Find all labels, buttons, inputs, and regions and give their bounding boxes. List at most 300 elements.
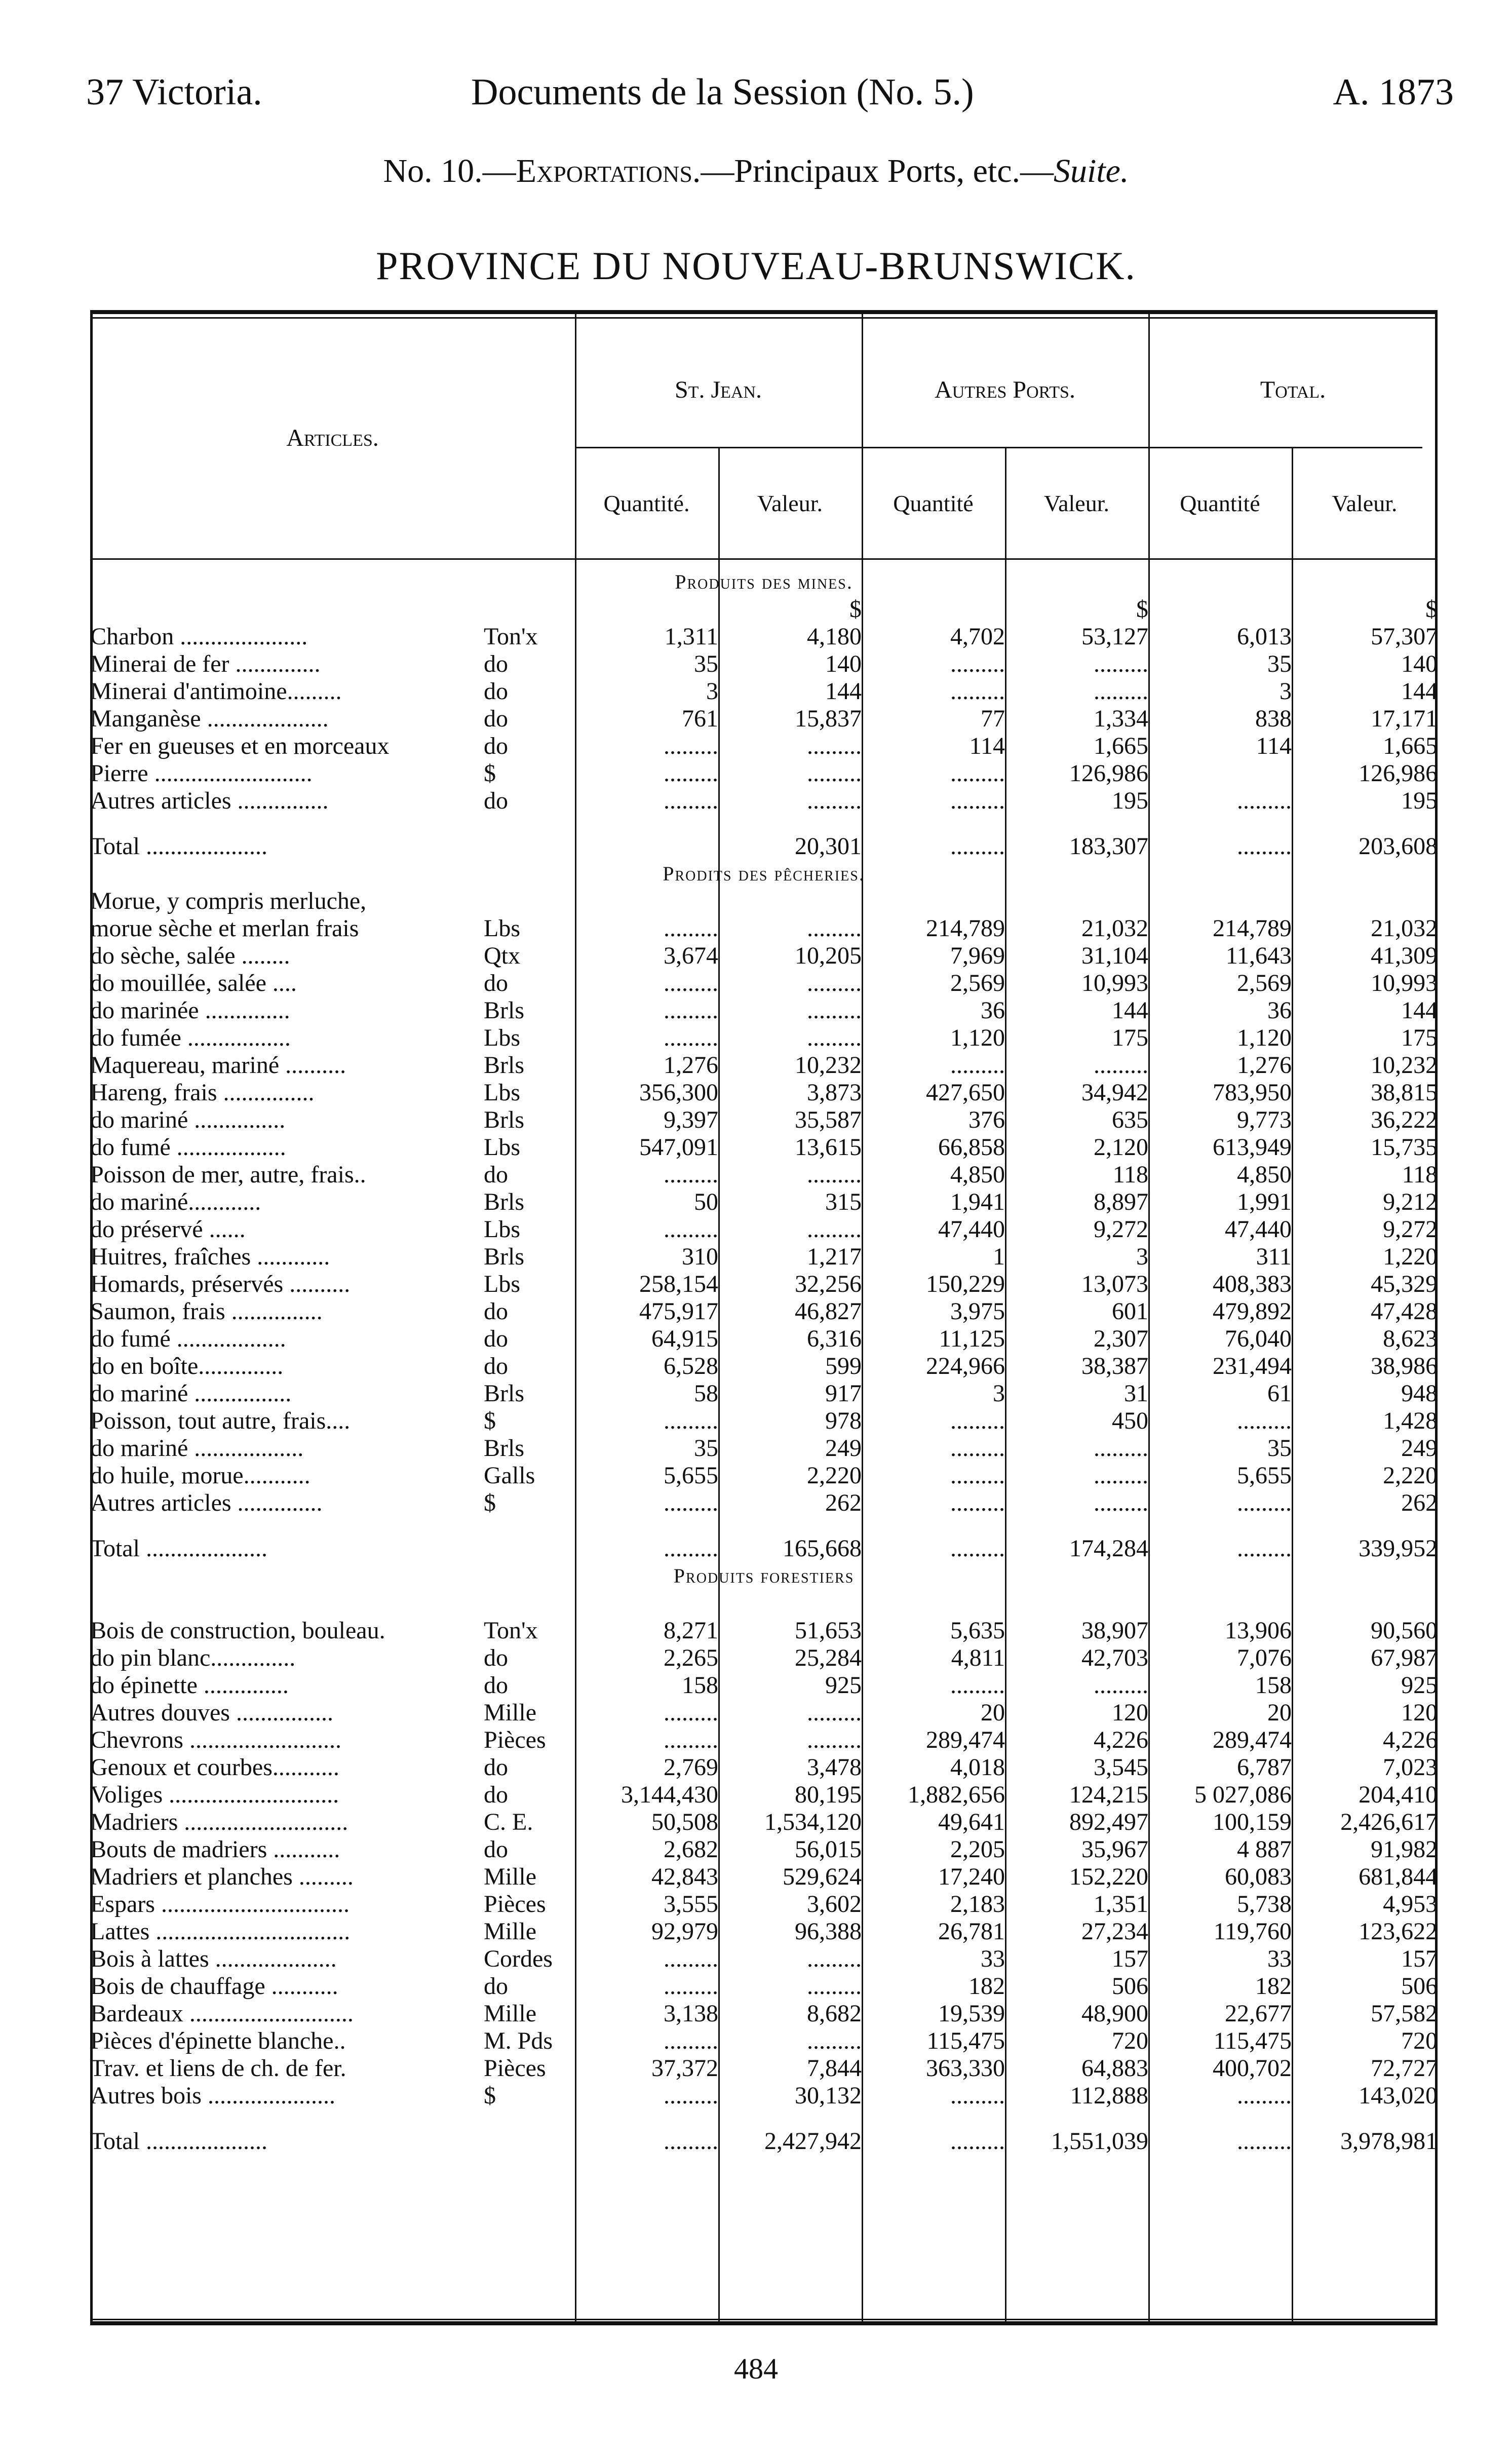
top-rule <box>90 310 1438 314</box>
st-jean-quantity: ......... <box>664 2027 718 2054</box>
st-jean-value: 8,682 <box>807 2000 862 2027</box>
autres-ports-value: 38,387 <box>1081 1353 1148 1379</box>
table-row <box>90 1161 1438 1188</box>
page-header <box>86 71 1454 127</box>
table-row <box>90 596 1438 623</box>
st-jean-quantity: 50 <box>694 1188 718 1215</box>
total-quantity: 60,083 <box>1225 1863 1292 1890</box>
total-value: 4,226 <box>1383 1727 1438 1753</box>
total-row <box>90 1517 1438 1562</box>
article-cell: Bois à lattes .................... <box>90 1945 337 1972</box>
bottom-rule-thin <box>90 2319 1438 2320</box>
province-title: PROVINCE DU NOUVEAU-BRUNSWICK. <box>376 244 1136 288</box>
unit-cell: do <box>484 1161 508 1188</box>
unit-cell: Brls <box>484 997 525 1024</box>
autres-ports-quantity: 1,941 <box>950 1188 1005 1215</box>
table-row <box>90 1644 1438 1672</box>
table-row <box>90 1271 1438 1298</box>
unit-cell: Brls <box>484 1188 525 1215</box>
st-jean-value: 315 <box>825 1188 862 1215</box>
total-quantity: 119,760 <box>1213 1918 1292 1945</box>
unit-cell: Ton'x <box>484 623 538 650</box>
st-jean-quantity: 64,915 <box>651 1325 718 1352</box>
st-jean-value: 917 <box>825 1380 862 1407</box>
unit-cell: Brls <box>484 1435 525 1462</box>
top-rule-thin <box>90 317 1438 319</box>
table-row <box>90 1380 1438 1407</box>
st-jean-value: 4,180 <box>807 623 862 650</box>
autres-ports-quantity: 4,811 <box>951 1644 1005 1671</box>
article-cell: Madriers et planches ......... <box>90 1863 354 1890</box>
total-value: 38,815 <box>1371 1079 1438 1106</box>
autres-ports-quantity <box>862 888 1005 915</box>
total-quantity: 2,569 <box>1237 970 1292 996</box>
autres-ports-value: 42,703 <box>1081 1644 1148 1671</box>
table-row <box>90 1052 1438 1079</box>
autres-ports-value: 13,073 <box>1081 1271 1148 1297</box>
unit-cell: do <box>484 1754 508 1781</box>
total-quantity: 33 <box>1267 1945 1292 1972</box>
total-value: 1,428 <box>1383 1407 1438 1434</box>
autres-ports-quantity: 224,966 <box>926 1353 1005 1379</box>
st-jean-header: St. Jean. <box>674 376 762 403</box>
st-jean-value: 46,827 <box>795 1298 862 1325</box>
st-jean-value: 2,220 <box>807 1462 862 1489</box>
article-cell: do mouillée, salée .... <box>90 970 297 996</box>
unit-cell: Ton'x <box>484 1617 538 1644</box>
st-jean-value: 56,015 <box>795 1836 862 1863</box>
total-value: 17,171 <box>1371 705 1438 732</box>
table-row <box>90 997 1438 1024</box>
article-cell: Bois de chauffage ........... <box>90 1973 338 2000</box>
total-value: 10,993 <box>1371 970 1438 996</box>
st-jean-value: 925 <box>825 1672 862 1699</box>
autres-ports-value: 64,883 <box>1081 2055 1148 2082</box>
article-cell: Poisson, tout autre, frais.... <box>90 1407 351 1434</box>
total-value: 8,623 <box>1383 1325 1438 1352</box>
autres-ports-value: 27,234 <box>1081 1918 1148 1945</box>
table-row <box>90 1435 1438 1462</box>
section-header <box>90 1562 1438 1590</box>
autres-ports-value: 4,226 <box>1094 1727 1148 1753</box>
st-jean-quantity: 258,154 <box>639 1271 718 1297</box>
autres-ports-quantity: ......... <box>950 787 1005 814</box>
total-value: 249 <box>1401 1435 1438 1462</box>
total-value: 38,986 <box>1371 1353 1438 1379</box>
article-cell: Bardeaux ........................... <box>90 2000 354 2027</box>
table-row <box>90 1024 1438 1052</box>
total-value: 36,222 <box>1371 1106 1438 1133</box>
total-quantity <box>1148 760 1292 787</box>
article-cell: Bouts de madriers ........... <box>90 1836 340 1863</box>
autres-ports-value: 1,551,039 <box>1051 2128 1148 2155</box>
autres-ports-value: ......... <box>1094 1489 1148 1516</box>
st-jean-value: ......... <box>807 915 862 942</box>
autres-ports-quantity: ......... <box>950 1407 1005 1434</box>
st-jean-quantity: 3,555 <box>664 1891 718 1918</box>
st-jean-value <box>718 888 862 915</box>
autres-ports-value: 31,104 <box>1081 942 1148 969</box>
autres-ports-value: ......... <box>1094 1462 1148 1489</box>
unit-cell: do <box>484 1836 508 1863</box>
table-body <box>90 568 1438 2155</box>
autres-ports-value: 2,120 <box>1094 1134 1148 1161</box>
autres-ports-value: ......... <box>1094 1672 1148 1699</box>
article-cell: do fumée ................. <box>90 1024 291 1051</box>
st-jean-value: 140 <box>825 650 862 677</box>
total-value: 120 <box>1401 1699 1438 1726</box>
st-jean-value: ......... <box>807 1216 862 1243</box>
article-cell: do fumé .................. <box>90 1325 286 1352</box>
article-cell: Lattes ................................ <box>90 1918 351 1945</box>
article-cell: do sèche, salée ........ <box>90 942 290 969</box>
autres-ports-value: 450 <box>1112 1407 1148 1434</box>
autres-ports-value: 601 <box>1112 1298 1148 1325</box>
autres-ports-value: 1,334 <box>1094 705 1148 732</box>
st-jean-quantity: ......... <box>664 1535 718 1562</box>
autres-ports-value: 35,967 <box>1081 1836 1148 1863</box>
autres-ports-quantity: 2,183 <box>950 1891 1005 1918</box>
total-quantity: ......... <box>1237 787 1292 814</box>
autres-ports-quantity: ......... <box>950 760 1005 787</box>
autres-ports-value: 21,032 <box>1081 915 1148 942</box>
total-quantity: 76,040 <box>1225 1325 1292 1352</box>
spacer-row <box>90 1590 1438 1617</box>
article-cell: do mariné ................ <box>90 1380 292 1407</box>
st-jean-quantity: ......... <box>664 787 718 814</box>
article-cell: Morue, y compris merluche, <box>90 888 367 914</box>
total-value: 67,987 <box>1371 1644 1438 1671</box>
autres-ports-quantity: 363,330 <box>926 2055 1005 2082</box>
total-value: 157 <box>1401 1945 1438 1972</box>
st-jean-quantity: 3 <box>706 678 718 705</box>
article-cell: Autres articles ............... <box>90 787 329 814</box>
autres-ports-value: 124,215 <box>1069 1781 1148 1808</box>
table-row <box>90 650 1438 678</box>
st-jean-value: 249 <box>825 1435 862 1462</box>
valeur-header: Valeur. <box>757 490 823 516</box>
st-jean-quantity: 1,311 <box>664 623 718 650</box>
table-row <box>90 1918 1438 1945</box>
total-value: 57,307 <box>1371 623 1438 650</box>
section-label: Prodits des pêcheries. <box>663 862 865 885</box>
total-value: $ <box>1425 596 1438 623</box>
total-quantity: 479,892 <box>1213 1298 1292 1325</box>
st-jean-quantity: ......... <box>664 915 718 942</box>
article-cell: do mariné .................. <box>90 1435 304 1462</box>
total-quantity: 13,906 <box>1225 1617 1292 1644</box>
total-quantity: 1,991 <box>1237 1188 1292 1215</box>
unit-cell <box>484 815 575 860</box>
st-jean-quantity: 2,769 <box>664 1754 718 1781</box>
article-cell: do marinée .............. <box>90 997 290 1024</box>
total-row <box>90 2110 1438 2155</box>
st-jean-quantity: ......... <box>664 1407 718 1434</box>
total-quantity: 158 <box>1255 1672 1292 1699</box>
autres-ports-value: 3 <box>1136 1243 1148 1270</box>
st-jean-value: ......... <box>807 760 862 787</box>
st-jean-quantity: ......... <box>664 1945 718 1972</box>
total-quantity: ......... <box>1237 1489 1292 1516</box>
unit-cell: Brls <box>484 1243 525 1270</box>
total-value: 21,032 <box>1371 915 1438 942</box>
table-row <box>90 1298 1438 1325</box>
st-jean-value: 15,837 <box>795 705 862 732</box>
total-value: 681,844 <box>1359 1863 1438 1890</box>
article-cell: do mariné............ <box>90 1188 261 1215</box>
st-jean-value: ......... <box>807 970 862 996</box>
table-row <box>90 915 1438 942</box>
table-row <box>90 1462 1438 1489</box>
st-jean-quantity: 475,917 <box>639 1298 718 1325</box>
st-jean-value: ......... <box>807 1945 862 1972</box>
autres-ports-value: 1,665 <box>1094 733 1148 759</box>
total-quantity: 289,474 <box>1213 1727 1292 1753</box>
unit-cell: $ <box>484 1489 496 1516</box>
autres-ports-quantity: 7,969 <box>950 942 1005 969</box>
unit-cell: Pièces <box>484 1727 546 1753</box>
table-row <box>90 2000 1438 2027</box>
table-row <box>90 1134 1438 1161</box>
total-quantity: 115,475 <box>1213 2027 1292 2054</box>
total-value: 72,727 <box>1371 2055 1438 2082</box>
total-value: 2,220 <box>1383 1462 1438 1489</box>
autres-ports-quantity: 20 <box>981 1699 1005 1726</box>
article-cell: Total .................... <box>90 833 267 860</box>
article-cell: do épinette .............. <box>90 1672 289 1699</box>
total-quantity: 783,950 <box>1213 1079 1292 1106</box>
autres-ports-value <box>1005 888 1148 915</box>
total-row <box>90 815 1438 860</box>
table-row <box>90 1617 1438 1644</box>
article-cell: Minerai d'antimoine......... <box>90 678 342 705</box>
total-value: 506 <box>1401 1973 1438 2000</box>
article-cell: do en boîte.............. <box>90 1353 284 1379</box>
autres-ports-quantity: ......... <box>950 1052 1005 1079</box>
total-value: 10,232 <box>1371 1052 1438 1079</box>
autres-ports-value: 48,900 <box>1081 2000 1148 2027</box>
autres-ports-quantity: 1 <box>993 1243 1005 1270</box>
autres-ports-quantity: 4,018 <box>950 1754 1005 1781</box>
autres-ports-quantity: ......... <box>950 1489 1005 1516</box>
table-row <box>90 1809 1438 1836</box>
st-jean-value: ......... <box>807 733 862 759</box>
autres-ports-quantity: ......... <box>950 2128 1005 2155</box>
st-jean-quantity: ......... <box>664 1024 718 1051</box>
autres-ports-quantity: ......... <box>950 1535 1005 1562</box>
st-jean-quantity: 3,144,430 <box>621 1781 718 1808</box>
total-quantity <box>1148 888 1292 915</box>
table-row <box>90 760 1438 787</box>
total-quantity <box>1148 596 1292 623</box>
total-quantity: 114 <box>1256 733 1292 759</box>
st-jean-value: 1,217 <box>807 1243 862 1270</box>
table-row <box>90 1781 1438 1809</box>
st-jean-value: 6,316 <box>807 1325 862 1352</box>
unit-cell: do <box>484 650 508 677</box>
st-jean-value: 10,205 <box>795 942 862 969</box>
autres-ports-quantity: 2,205 <box>950 1836 1005 1863</box>
unit-cell: $ <box>484 1407 496 1434</box>
st-jean-value: 165,668 <box>783 1535 862 1562</box>
total-value: 175 <box>1401 1024 1438 1051</box>
st-jean-quantity: 158 <box>682 1672 718 1699</box>
total-quantity: 613,949 <box>1213 1134 1292 1161</box>
total-value: 4,953 <box>1383 1891 1438 1918</box>
total-quantity: 61 <box>1267 1380 1292 1407</box>
autres-ports-value: 38,907 <box>1081 1617 1148 1644</box>
autres-ports-quantity <box>862 596 1005 623</box>
table-row <box>90 970 1438 997</box>
unit-cell: Lbs <box>484 1079 520 1106</box>
st-jean-value: 30,132 <box>795 2082 862 2109</box>
autres-ports-quantity: 4,850 <box>950 1161 1005 1188</box>
autres-ports-value: 635 <box>1112 1106 1148 1133</box>
article-cell: Bois de construction, bouleau. <box>90 1617 385 1644</box>
total-quantity: 20 <box>1267 1699 1292 1726</box>
table-row <box>90 1863 1438 1891</box>
total-value: 204,410 <box>1359 1781 1438 1808</box>
document-subtitle <box>0 152 1512 190</box>
autres-ports-value: 34,942 <box>1081 1079 1148 1106</box>
st-jean-value: ......... <box>807 1161 862 1188</box>
total-value: 7,023 <box>1383 1754 1438 1781</box>
article-cell: Total .................... <box>90 1535 267 1562</box>
st-jean-value: 3,602 <box>807 1891 862 1918</box>
st-jean-quantity: 761 <box>682 705 718 732</box>
table-row <box>90 1353 1438 1380</box>
autres-ports-quantity: 182 <box>968 1973 1005 2000</box>
st-jean-quantity: 58 <box>694 1380 718 1407</box>
st-jean-value: 3,873 <box>807 1079 862 1106</box>
total-value: 140 <box>1401 650 1438 677</box>
valeur-header: Valeur. <box>1043 490 1109 516</box>
bottom-rule <box>90 2321 1438 2325</box>
unit-cell: do <box>484 1353 508 1379</box>
total-quantity: 5 027,086 <box>1194 1781 1292 1808</box>
autres-ports-value: ......... <box>1094 650 1148 677</box>
total-value: 948 <box>1401 1380 1438 1407</box>
table-row <box>90 2027 1438 2055</box>
autres-ports-quantity: ......... <box>950 833 1005 860</box>
unit-cell: Galls <box>484 1462 535 1489</box>
total-quantity: ......... <box>1237 2128 1292 2155</box>
autres-ports-value: 53,127 <box>1081 623 1148 650</box>
unit-cell: Pièces <box>484 2055 546 2082</box>
st-jean-quantity: 3,674 <box>664 942 718 969</box>
total-quantity: 7,076 <box>1237 1644 1292 1671</box>
total-value: 144 <box>1401 997 1438 1024</box>
unit-cell: do <box>484 1298 508 1325</box>
unit-cell: do <box>484 1325 508 1352</box>
st-jean-value: 20,301 <box>795 833 862 860</box>
total-value: 9,212 <box>1383 1188 1438 1215</box>
total-value: 3,978,981 <box>1340 2128 1438 2155</box>
total-value: 144 <box>1401 678 1438 705</box>
unit-cell: Lbs <box>484 1024 520 1051</box>
unit-cell: M. Pds <box>484 2027 553 2054</box>
article-cell: Genoux et courbes........... <box>90 1754 339 1781</box>
article-cell: Trav. et liens de ch. de fer. <box>90 2055 346 2082</box>
table-row <box>90 2082 1438 2110</box>
table-row <box>90 1188 1438 1216</box>
table-row <box>90 1672 1438 1699</box>
article-cell <box>90 596 484 623</box>
unit-cell: Lbs <box>484 1216 520 1243</box>
table-row <box>90 1836 1438 1863</box>
st-jean-quantity: 35 <box>694 650 718 677</box>
st-jean-quantity: 5,655 <box>664 1462 718 1489</box>
unit-cell: do <box>484 678 508 705</box>
article-cell: Maquereau, mariné .......... <box>90 1052 346 1079</box>
total-value: 123,622 <box>1359 1918 1438 1945</box>
unit-cell <box>484 888 575 915</box>
st-jean-value: ......... <box>807 997 862 1024</box>
total-value: 143,020 <box>1359 2082 1438 2109</box>
article-cell: do mariné ............... <box>90 1106 286 1133</box>
st-jean-value: ......... <box>807 1973 862 2000</box>
autres-ports-quantity: 26,781 <box>938 1918 1005 1945</box>
st-jean-quantity: 9,397 <box>664 1106 718 1133</box>
table-row <box>90 888 1438 915</box>
st-jean-quantity: 356,300 <box>639 1079 718 1106</box>
table-row <box>90 1106 1438 1134</box>
total-value: 203,608 <box>1359 833 1438 860</box>
unit-cell <box>484 596 575 623</box>
total-quantity: 231,494 <box>1213 1353 1292 1379</box>
autres-ports-quantity: 3 <box>993 1380 1005 1407</box>
total-quantity: 35 <box>1267 1435 1292 1462</box>
total-quantity: 4,850 <box>1237 1161 1292 1188</box>
total-quantity: 838 <box>1255 705 1292 732</box>
autres-ports-quantity: ......... <box>950 1672 1005 1699</box>
st-jean-quantity: 50,508 <box>651 1809 718 1835</box>
unit-cell: do <box>484 733 508 759</box>
st-jean-value: ......... <box>807 1699 862 1726</box>
header-left: 37 Victoria. <box>86 71 262 113</box>
article-cell: Madriers ........................... <box>90 1809 348 1835</box>
autres-ports-quantity: 66,858 <box>938 1134 1005 1161</box>
total-value: 57,582 <box>1371 2000 1438 2027</box>
unit-cell: Mille <box>484 1863 536 1890</box>
total-value: 126,986 <box>1359 760 1438 787</box>
section-header <box>90 568 1438 596</box>
table-row <box>90 1216 1438 1243</box>
autres-ports-value: 175 <box>1112 1024 1148 1051</box>
autres-ports-value: $ <box>1136 596 1148 623</box>
st-jean-quantity: ......... <box>664 1489 718 1516</box>
table-row <box>90 623 1438 650</box>
st-jean-quantity: 42,843 <box>651 1863 718 1890</box>
autres-ports-quantity: ......... <box>950 678 1005 705</box>
total-quantity: 35 <box>1267 650 1292 677</box>
st-jean-quantity: ......... <box>664 2082 718 2109</box>
subtitle-mid: .—Principaux Ports, etc.— <box>692 152 1054 189</box>
unit-cell: Brls <box>484 1106 525 1133</box>
unit-cell: Brls <box>484 1380 525 1407</box>
table-row <box>90 1489 1438 1517</box>
total-value: 925 <box>1401 1672 1438 1699</box>
autres-ports-quantity: 114 <box>969 733 1005 759</box>
total-value: 41,309 <box>1371 942 1438 969</box>
autres-ports-value: 144 <box>1112 997 1148 1024</box>
st-jean-quantity: ......... <box>664 1161 718 1188</box>
st-jean-value: 2,427,942 <box>764 2128 862 2155</box>
total-quantity: 1,276 <box>1237 1052 1292 1079</box>
autres-ports-quantity: 115,475 <box>926 2027 1005 2054</box>
total-quantity: 6,013 <box>1237 623 1292 650</box>
article-cell: Espars ............................... <box>90 1891 350 1918</box>
